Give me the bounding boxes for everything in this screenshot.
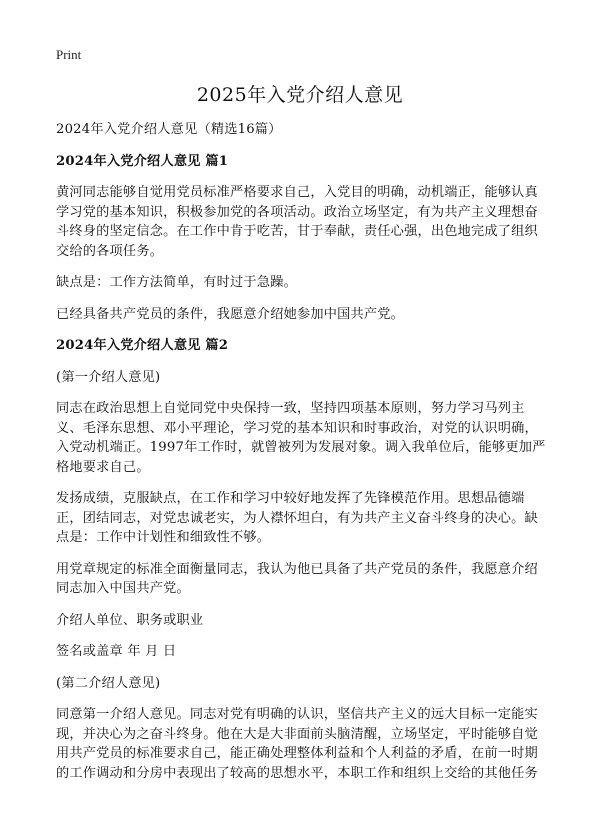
- paragraph: 发扬成绩，克服缺点，在工作和学习中较好地发挥了先锋模范作用。思想品德端正，团结同志，对党忠诚老实，为人襟怀坦白，有为共产主义奋斗终身的决心。缺点是：工作中计划性和细致性不够。: [56, 491, 538, 545]
- page-title: 2025年入党介绍人意见: [196, 84, 404, 106]
- paragraph: 同志在政治思想上自觉同党中央保持一致，坚持四项基本原则，努力学习马列主义、毛泽东思想、邓小平理论，学习党的基本知识和时事政治，对党的认识明确，入党动机端正。1997年工作时，就曾被列为发展对象。调入我单位后，能够更加严格地要求自己。: [56, 401, 546, 475]
- document-body: [56, 120, 550, 783]
- paragraph: 已经具备共产党员的条件，我愿意介绍她参加中国共产党。: [56, 306, 405, 322]
- paragraph: 缺点是：工作方法简单，有时过于急躁。: [56, 275, 297, 290]
- paragraph: 同意第一介绍人意见。同志对党有明确的认识，坚信共产主义的远大目标一定能实现，并决心为之奋斗终身。他在大是大非面前头脑清醒，立场坚定，平时能够自觉用共产党员的标准要求自己，能正确处理整体利益和个人利益的矛盾，在前一时期的工作调动和分房中表现出了较高的思想水平，本职工作和组织上交给的其他任务: [56, 707, 538, 781]
- section-heading: 2024年入党介绍人意见 篇2: [56, 338, 229, 353]
- paragraph: (第一介绍人意见): [56, 369, 161, 385]
- paragraph: (第二介绍人意见): [56, 675, 161, 691]
- section-heading: 2024年入党介绍人意见 篇1: [56, 153, 229, 169]
- document-subtitle: 2024年入党介绍人意见（精选16篇）: [56, 122, 282, 137]
- paragraph: 用党章规定的标准全面衡量同志，我认为他已具备了共产党员的条件，我愿意介绍同志加入中国共产党。: [56, 561, 538, 596]
- print-link[interactable]: Print: [56, 47, 82, 62]
- paragraph: 黄河同志能够自觉用党员标准严格要求自己，入党目的明确，动机端正，能够认真学习党的基本知识，积极参加党的各项活动。政治立场坚定，有为共产主义理想奋斗终身的坚定信念。在工作中肯于吃苦，甘于奉献，责任心强，出色地完成了组织交给的各项任务。: [56, 185, 538, 259]
- paragraph: 介绍人单位、职务或职业: [56, 612, 204, 628]
- paragraph: 签名或盖章 年 月 日: [56, 644, 177, 659]
